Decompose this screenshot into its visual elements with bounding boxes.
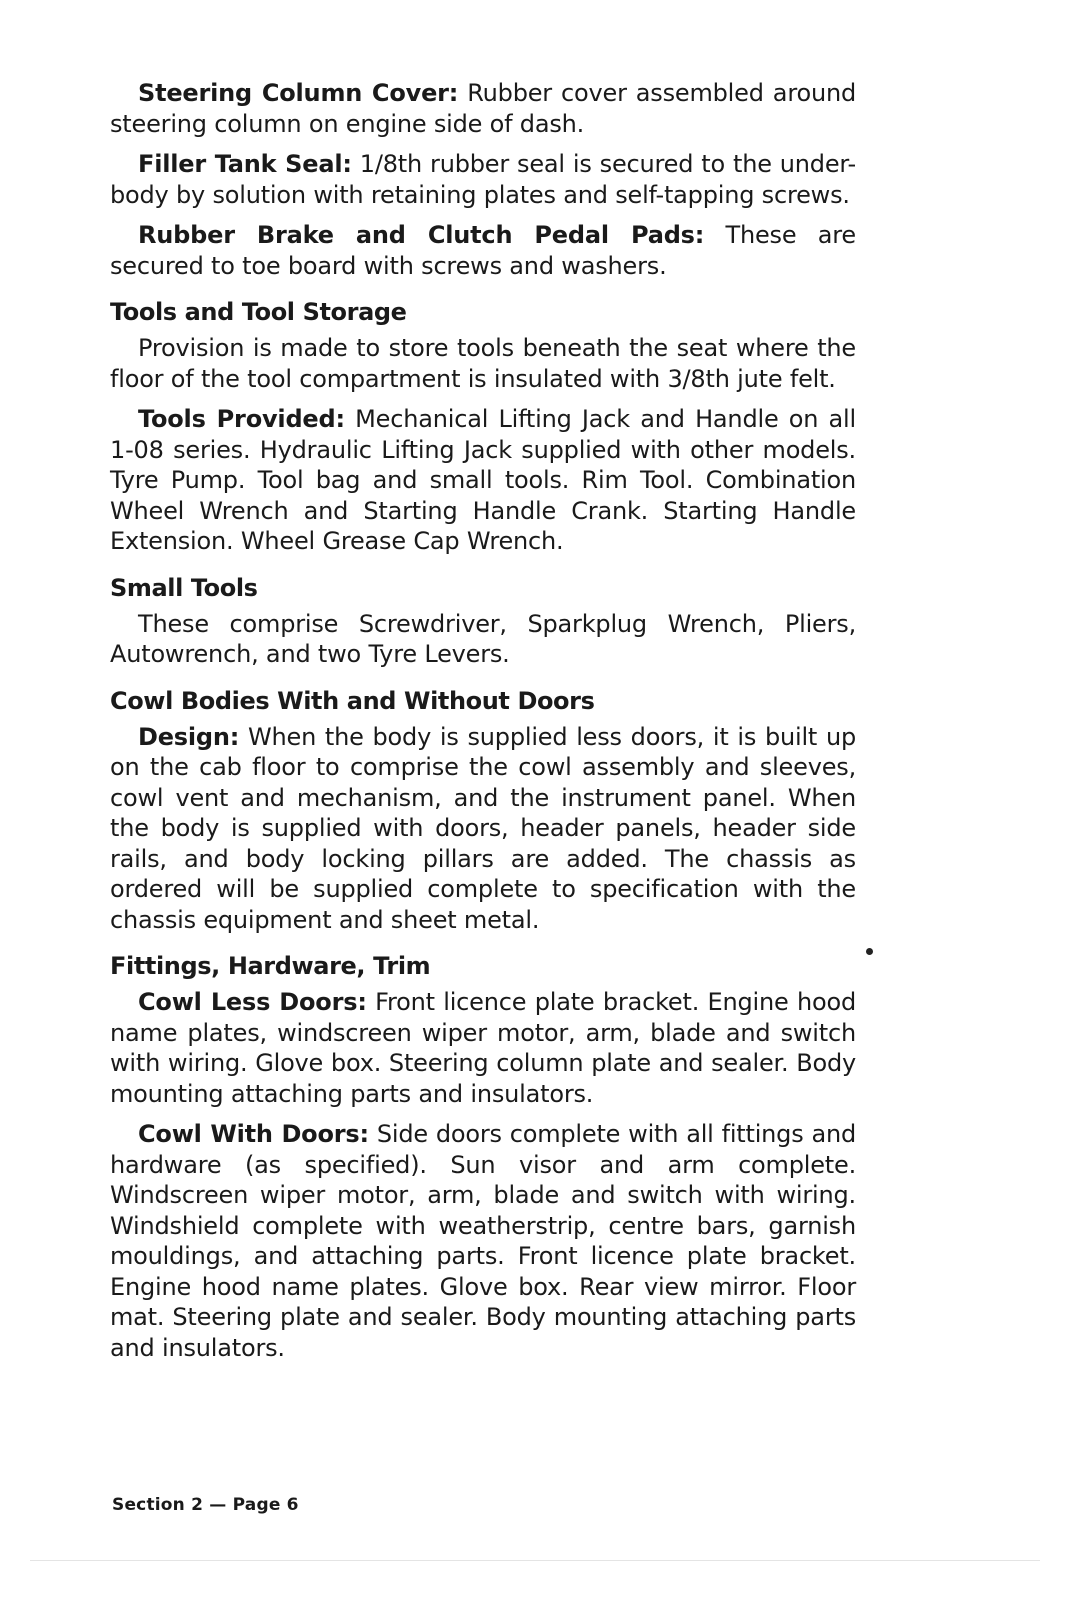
paragraph-lead: Cowl Less Doors: bbox=[138, 988, 367, 1016]
paragraph-text: Rubber cover assembled around steering column on engine side of dash. bbox=[110, 79, 856, 138]
paragraph-filler-tank-seal bbox=[110, 149, 856, 210]
paragraph-lead: Steering Column Cover: bbox=[138, 79, 459, 107]
heading-cowl-bodies: Cowl Bodies With and Without Doors bbox=[110, 686, 595, 715]
paragraph-text: These are secured to toe board with screws and washers. bbox=[110, 221, 856, 280]
paragraph-pedal-pads bbox=[110, 220, 856, 281]
heading-tools-and-tool-storage: Tools and Tool Storage bbox=[110, 298, 407, 326]
paragraph-tools-provided bbox=[110, 404, 856, 557]
margin-mark bbox=[866, 948, 873, 955]
paragraph-text: These comprise Screwdriver, Sparkplug Wrench, Pliers, Autowrench, and two Tyre Levers. bbox=[110, 609, 856, 668]
paragraph-cowl-less-doors bbox=[110, 987, 856, 1109]
page-body bbox=[110, 78, 856, 1373]
paragraph-cowl-with-doors bbox=[110, 1119, 856, 1363]
paragraph-text: Side doors complete with all fittings and hardware (as specified). Sun visor and arm complete. Windscreen wiper motor, arm, blade and switch with wiring. Windshield complete with weatherstrip, centre bars, garnish mouldings, and attaching parts. Front licence plate bracket. Engine hood name plates. Glove box. Rear view mirror. Floor mat. Steering plate and sealer. Body mounting attaching parts and insulators. bbox=[110, 1120, 857, 1362]
paragraph-lead: Cowl With Doors: bbox=[138, 1120, 369, 1148]
paragraph-lead: Design: bbox=[138, 722, 240, 751]
heading-fittings-hardware-trim: Fittings, Hardware, Trim bbox=[110, 952, 431, 980]
page-footer: Section 2 — Page 6 bbox=[112, 1495, 299, 1515]
paragraph-text: Mechanical Lifting Jack and Handle on all 1-08 series. Hydraulic Lifting Jack supplied with other models. Tyre Pump. Tool bag and small tools. Rim Tool. Combination Wheel Wrench and Starting Handle Crank. Starting Handle Extension. Wheel Grease Cap Wrench. bbox=[110, 405, 856, 555]
paragraph-lead: Rubber Brake and Clutch Pedal Pads: bbox=[138, 221, 705, 249]
paragraph-text: When the body is supplied less doors, it is built up on the cab floor to comprise the cowl assembly and sleeves, cowl vent and mechanism, and the instrument panel. When the body is supplied with doors, header panels, header side rails, and body locking pillars are added. The chassis as ordered will be supplied complete to specification with the chassis equipment and sheet metal. bbox=[110, 722, 856, 934]
paragraph-text: Front licence plate bracket. Engine hood name plates, windscreen wiper motor, arm, blade and switch with wiring. Glove box. Steering column plate and sealer. Body mounting attaching parts and insulators. bbox=[110, 988, 856, 1108]
page-edge-divider bbox=[30, 1560, 1040, 1561]
paragraph-text: 1/8th rubber seal is secured to the under-body by solution with retaining plates and self-tapping screws. bbox=[110, 150, 856, 209]
paragraph-lead: Tools Provided: bbox=[138, 405, 345, 433]
paragraph-design bbox=[110, 722, 856, 936]
paragraph-text: Provision is made to store tools beneath the seat where the floor of the tool compartment is insulated with 3/8th jute felt. bbox=[110, 334, 856, 393]
heading-small-tools: Small Tools bbox=[110, 573, 258, 602]
paragraph-small-tools bbox=[110, 609, 856, 670]
paragraph-steering-column-cover bbox=[110, 78, 856, 139]
paragraph-lead: Filler Tank Seal: bbox=[138, 150, 352, 178]
paragraph-tool-storage bbox=[110, 333, 856, 394]
